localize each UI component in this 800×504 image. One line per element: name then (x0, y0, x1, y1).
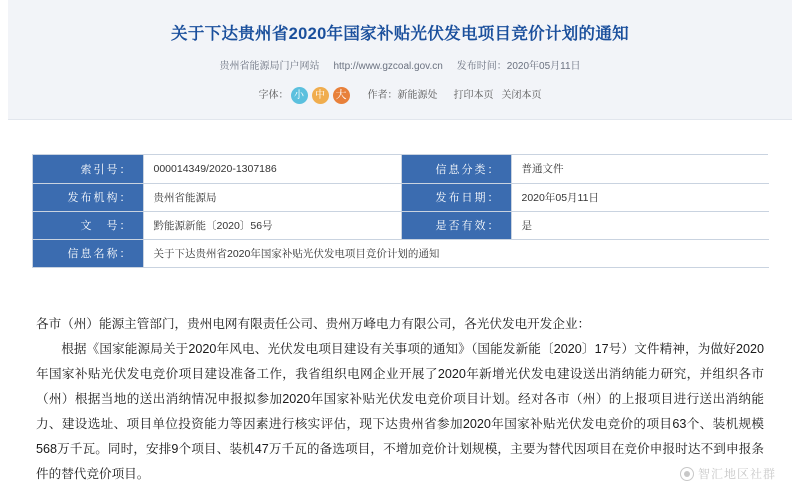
row-label-valid: 是否有效： (401, 211, 511, 239)
info-table (32, 154, 768, 268)
fontsize-label: 字体： (258, 90, 289, 101)
source-meta (8, 57, 792, 72)
row-value-date: 2020年05月11日 (511, 183, 769, 211)
row-value-category: 普通文件 (511, 155, 769, 183)
row-value-docnumber: 黔能源新能〔2020〕56号 (143, 211, 401, 239)
table-row (33, 155, 769, 183)
row-label-agency: 发布机构： (33, 183, 143, 211)
row-label-index: 索引号： (33, 155, 143, 183)
table-row (33, 239, 769, 267)
row-label-category: 信息分类： (401, 155, 511, 183)
salutation-paragraph: 各市（州）能源主管部门，贵州电网有限责任公司、贵州万峰电力有限公司，各光伏发电开发企业： (36, 317, 591, 331)
row-label-date: 发布日期： (401, 183, 511, 211)
row-value-index: 000014349/2020-1307186 (143, 155, 401, 183)
watermark-text: 智汇地区社群 (697, 467, 776, 481)
publish-date: 2020年05月11日 (506, 61, 581, 72)
right-gutter (792, 0, 800, 504)
document-body (8, 312, 792, 487)
author-label: 作者： (367, 90, 398, 101)
row-value-infoname: 关于下达贵州省2020年国家补贴光伏发电项目竞价计划的通知 (143, 239, 769, 267)
fontsize-medium-button[interactable]: 中 (312, 87, 329, 104)
left-gutter (0, 0, 8, 504)
body-paragraph-1: 根据《国家能源局关于2020年风电、光伏发电项目建设有关事项的通知》（国能发新能〔2020〕17号）文件精神，为做好2020年国家补贴光伏发电竞价项目建设准备工作，我省组织电网企业开展了2020年新增光伏发电建设送出消纳能力研究，并组织各市（州）根据当地的送出消纳情况申报拟参加2020年国家补贴光伏发电竞价项目计划。经对各市（州）的上报项目进行送出消纳能力、建设选址、项目单位投资能力等因素进行核实评估，现下达贵州省参加2020年国家补贴光伏发电竞价的项目63个、装机规模568万千瓦。同时，安排9个项目、装机47万千瓦的备选项目，不增加竞价计划规模，主要为替代因项目在竞价申报时达不到申报条件的替代竞价项目。 (36, 342, 764, 481)
close-page-button[interactable]: 关闭本页 (501, 90, 542, 101)
fontsize-small-button[interactable]: 小 (291, 87, 308, 104)
row-value-agency: 贵州省能源局 (143, 183, 401, 211)
toolbar (8, 86, 792, 104)
print-page-button[interactable]: 打印本页 (453, 90, 494, 101)
source-url[interactable]: http://www.gzcoal.gov.cn (333, 61, 443, 72)
publish-prefix: 发布时间： (456, 61, 507, 72)
table-row (33, 183, 769, 211)
page-title: 关于下达贵州省2020年国家补贴光伏发电项目竞价计划的通知 (171, 25, 629, 43)
row-value-valid: 是 (511, 211, 769, 239)
row-label-infoname: 信息名称： (33, 239, 143, 267)
row-label-docnumber: 文 号： (33, 211, 143, 239)
table-row (33, 211, 769, 239)
author-value: 新能源处 (397, 90, 438, 101)
fontsize-large-button[interactable]: 大 (333, 87, 350, 104)
source-label: 贵州省能源局门户网站 (219, 61, 320, 72)
document-header (8, 0, 792, 120)
